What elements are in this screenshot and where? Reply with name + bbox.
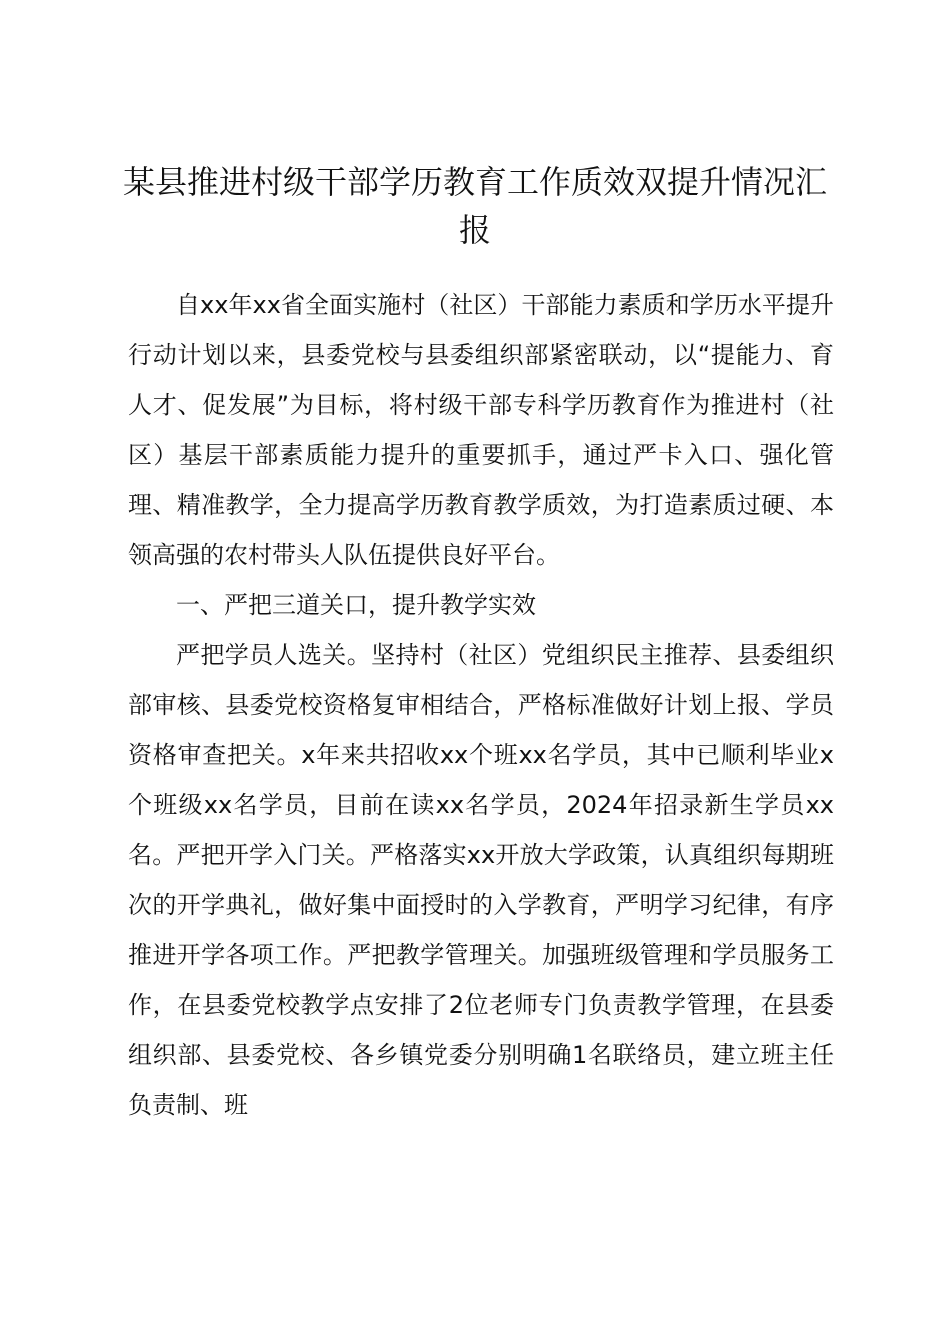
body-paragraph: 严把学员人选关。坚持村（社区）党组织民主推荐、县委组织部审核、县委党校资格复审相结合，严格标准做好计划上报、学员资格审查把关。x年来共招收xx个班xx名学员，其中已顺利毕业x个班级xx名学员，目前在读xx名学员，2024年招录新生学员xx名。严把开学入门关。严格落实xx开放大学政策，认真组织每期班次的开学典礼，做好集中面授时的入学教育，严明学习纪律，有序推进开学各项工作。严把教学管理关。加强班级管理和学员服务工作，在县委党校教学点安排了2位老师专门负责教学管理，在县委组织部、县委党校、各乡镇党委分别明确1名联络员，建立班主任负责制、班 bbox=[128, 641, 834, 1119]
document-title: 某县推进村级干部学历教育工作质效双提升情况汇报 bbox=[122, 163, 827, 249]
section-heading: 一、严把三道关口，提升教学实效 bbox=[176, 591, 536, 619]
document-body bbox=[128, 280, 834, 1130]
intro-paragraph: 自xx年xx省全面实施村（社区）干部能力素质和学历水平提升行动计划以来，县委党校与县委组织部紧密联动，以“提能力、育人才、促发展”为目标，将村级干部专科学历教育作为推进村（社区）基层干部素质能力提升的重要抓手，通过严卡入口、强化管理、精准教学，全力提高学历教育教学质效，为打造素质过硬、本领高强的农村带头人队伍提供良好平台。 bbox=[128, 291, 834, 569]
